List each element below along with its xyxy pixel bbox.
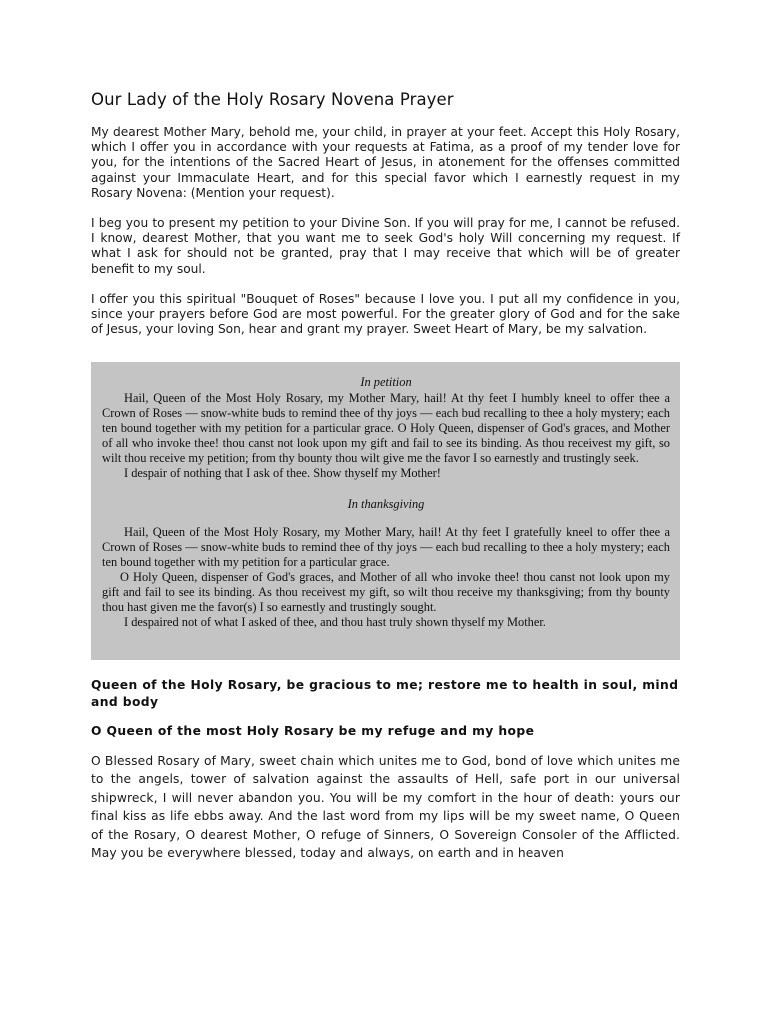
prayer-paragraph-2: I beg you to present my petition to your Divine Son. If you will pray for me, I cannot be refused. I know, dearest Mother, that you want me to seek God's holy Will concerning my request. If what I ask for should not be granted, pray that I may receive that which will be of greater benefit to my soul. [91,216,680,276]
prayer-paragraph-1: My dearest Mother Mary, behold me, your child, in prayer at your feet. Accept this Holy Rosary, which I offer you in accordance with your requests at Fatima, as a proof of my tender love for you, for the intentions of the Sacred Heart of Jesus, in atonement for the offenses committed against your Immaculate Heart, and for this special favor which I earnestly request in my Rosary Novena: (Mention your request). [91,125,680,200]
closing-prayer: O Blessed Rosary of Mary, sweet chain which unites me to God, bond of love which unites me to the angels, tower of salvation against the assaults of Hell, safe port in our universal shipwreck, I will never abandon you. You will be my comfort in the hour of death: yours our final kiss as life ebbs away. And the last word from my lips will be my sweet name, O Queen of the Rosary, O dearest Mother, O refuge of Sinners, O Sovereign Consoler of the Afflicted. May you be everywhere blessed, today and always, on earth and in heaven [91,754,680,861]
thanksgiving-text-2: O Holy Queen, dispenser of God's graces, and Mother of all who invoke thee! thou canst not look upon my gift and fail to see its binding. As thou receivest my gift, so wilt thou receive my thanksgiving; from thy bounty thou hast given me the favor(s) I so earnestly and trustingly sought. [102,570,670,614]
thanksgiving-close: I despaired not of what I asked of thee, and thou hast truly shown thyself my Mother. [124,615,546,629]
page-title: Our Lady of the Holy Rosary Novena Prayer [91,90,454,109]
document-body [91,90,680,352]
subheading-gracious: Queen of the Holy Rosary, be gracious to me; restore me to health in soul, mind and body [91,678,679,709]
petition-text: Hail, Queen of the Most Holy Rosary, my Mother Mary, hail! At thy feet I humbly kneel to offer thee a Crown of Roses — snow-white buds to remind thee of thy joys — each bud recalling to thee a holy mystery; each ten bound together with my petition for a particular grace. O Holy Queen, dispenser of God's graces, and Mother of all who invoke thee! thou canst not look upon my gift and fail to see its binding. As thou receivest my gift, so wilt thou receive my petition; from thy bounty thou wilt give me the favor I so earnestly and trustingly seek. [102,391,670,465]
thanksgiving-heading: In thanksgiving [347,497,425,511]
petition-close: I despair of nothing that I ask of thee. Show thyself my Mother! [124,466,441,480]
subheading-refuge: O Queen of the most Holy Rosary be my refuge and my hope [91,724,535,738]
prayer-paragraph-3: I offer you this spiritual "Bouquet of Roses" because I love you. I put all my confidence in you, since your prayers before God are most powerful. For the greater glory of God and for the sake of Jesus, your loving Son, hear and grant my prayer. Sweet Heart of Mary, be my salvation. [91,291,680,337]
petition-heading: In petition [360,375,412,389]
thanksgiving-text: Hail, Queen of the Most Holy Rosary, my Mother Mary, hail! At thy feet I gratefully kneel to offer thee a Crown of Roses — snow-white buds to remind thee of thy joys — each bud recalling to thee a holy mystery; each ten bound together with my petition for a particular grace. [102,525,670,569]
scanned-prayer-box [91,362,680,660]
closing-section [91,677,680,862]
